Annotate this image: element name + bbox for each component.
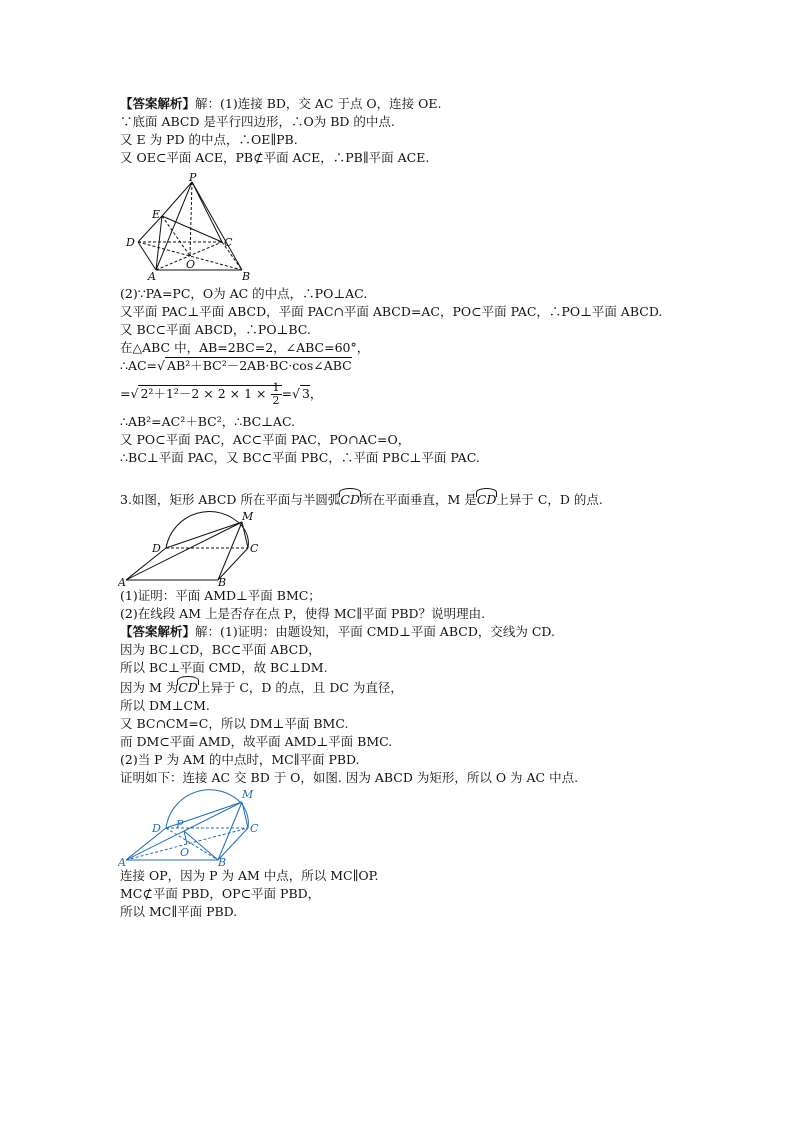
q2-line-9: ∴AC=√ AB²＋BC²－2AB·BC·cos∠ABC [120, 358, 352, 373]
label-c: C [250, 822, 259, 835]
fraction-half: $\frac{1}{2}$ [272, 381, 280, 407]
label-c: C [224, 236, 233, 249]
sqrt-expression: AB²＋BC²－2AB·BC·cos∠ABC [167, 358, 352, 373]
q2-line-8: 在△ABC 中，AB=2BC=2，∠ABC=60°， [120, 340, 370, 355]
label-p: P [176, 818, 184, 831]
answer-tag: 【答案解析】 [120, 624, 196, 639]
arc-cd: CD [476, 492, 497, 507]
q3-answer-line-7: 而 DM⊂平面 AMD，故平面 AMD⊥平面 BMC. [120, 734, 393, 749]
q2-line-7: 又 BC⊂平面 ABCD，∴PO⊥BC. [120, 322, 311, 337]
label-b: B [242, 270, 251, 283]
q2-line-3: 又 E 为 PD 的中点，∴OE∥PB. [120, 132, 298, 147]
label-m: M [242, 788, 254, 801]
answer-tag: 【答案解析】 [120, 96, 196, 111]
label-a: A [118, 576, 126, 588]
q3-problem-statement: 3.如图，矩形 ABCD 所在平面与半圆弧CD所在平面垂直，M 是CD上异于 C，D 的点. [120, 492, 603, 507]
q3-answer-line-11: MC⊄平面 PBD，OP⊂平面 PBD， [120, 886, 321, 901]
q3-answer-line-8: (2)当 P 为 AM 的中点时，MC∥平面 PBD. [120, 752, 360, 767]
label-c: C [250, 542, 259, 555]
label-e: E [152, 208, 161, 221]
label-b: B [218, 576, 227, 588]
q3-answer-line-4: 因为 M 为CD上异于 C，D 的点，且 DC 为直径， [120, 680, 403, 695]
q3-answer-line-9: 证明如下：连接 AC 交 BD 于 O，如图. 因为 ABCD 为矩形，所以 O 为 AC 中点. [120, 770, 579, 785]
label-o: O [186, 258, 196, 271]
label-p: P [189, 172, 197, 184]
label-d: D [126, 236, 135, 249]
q3-answer-line-6: 又 BC∩CM=C，所以 DM⊥平面 BMC. [120, 716, 349, 731]
q2-line-13: ∴BC⊥平面 PAC，又 BC⊂平面 PBC，∴平面 PBC⊥平面 PAC. [120, 450, 480, 465]
q2-line-6: 又平面 PAC⊥平面 ABCD，平面 PAC∩平面 ABCD=AC，PO⊂平面 PAC，∴PO⊥平面 ABCD. [120, 304, 663, 319]
q3-answer-line-3: 所以 BC⊥平面 CMD，故 BC⊥DM. [120, 660, 328, 675]
label-a: A [148, 270, 156, 283]
label-a: A [118, 856, 126, 868]
semicircle-figure-proof [118, 788, 268, 868]
q3-answer-line-5: 所以 DM⊥CM. [120, 698, 210, 713]
semicircle-figure [118, 508, 268, 588]
label-d: D [152, 822, 161, 835]
label-o: O [180, 846, 190, 859]
arc-cd: CD [340, 492, 360, 507]
q2-line-10: =√ 2²＋1²－2 × 2 × 1 × $\frac{1}{2}$ =√ 3， [120, 381, 323, 407]
q2-line-1: 【答案解析】解：(1)连接 BD，交 AC 于点 O，连接 OE. [120, 96, 442, 111]
q2-line-5: (2)∵PA=PC，O为 AC 的中点，∴PO⊥AC. [120, 286, 368, 301]
arc-cd: CD [178, 680, 198, 695]
q3-answer-line-1: 【答案解析】解：(1)证明：由题设知，平面 CMD⊥平面 ABCD，交线为 CD. [120, 624, 555, 639]
q3-answer-line-2: 因为 BC⊥CD，BC⊂平面 ABCD， [120, 642, 321, 657]
pyramid-figure [120, 172, 260, 284]
q3-part-2: (2)在线段 AM 上是否存在点 P，使得 MC∥平面 PBD？说明理由. [120, 606, 486, 621]
q2-line-4: 又 OE⊂平面 ACE，PB⊄平面 ACE，∴PB∥平面 ACE. [120, 150, 430, 165]
q2-line-12: 又 PO⊂平面 PAC，AC⊂平面 PAC，PO∩AC=O， [120, 432, 411, 447]
q3-answer-line-10: 连接 OP，因为 P 为 AM 中点，所以 MC∥OP. [120, 868, 379, 883]
q3-part-1: (1)证明：平面 AMD⊥平面 BMC； [120, 588, 321, 603]
q2-line-2: ∵底面 ABCD 是平行四边形，∴O为 BD 的中点. [120, 114, 395, 129]
q3-answer-line-12: 所以 MC∥平面 PBD. [120, 904, 238, 919]
q2-line-11: ∴AB²=AC²＋BC²，∴BC⊥AC. [120, 414, 296, 429]
label-m: M [242, 510, 254, 523]
label-b: B [218, 856, 227, 868]
label-d: D [152, 542, 161, 555]
